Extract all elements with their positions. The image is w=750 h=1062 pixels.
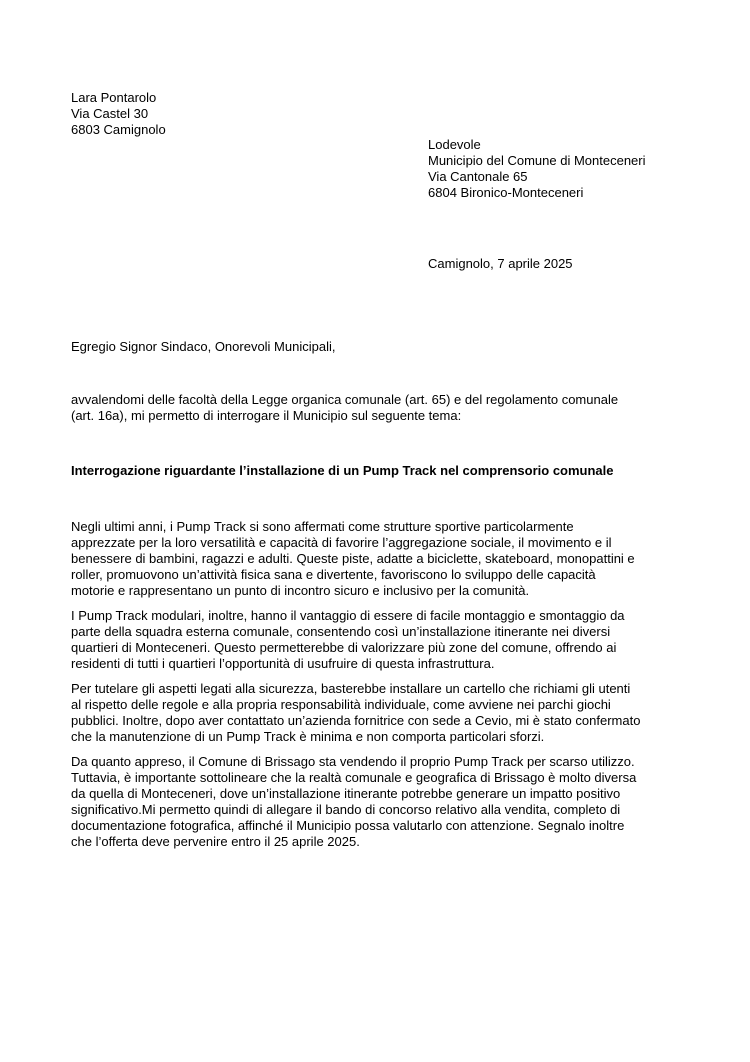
- intro-paragraph: [71, 392, 691, 424]
- recipient-address: [428, 137, 646, 201]
- body-line: motorie e rappresentano un punto di incontro sicuro e inclusivo per la comunità.: [71, 583, 530, 598]
- subject-heading: Interrogazione riguardante l’installazione di un Pump Track nel comprensorio comunale: [71, 463, 614, 478]
- body-line: apprezzate per la loro versatilità e capacità di favorire l’aggregazione sociale, il movimento e il: [71, 535, 612, 550]
- body-line: Da quanto appreso, il Comune di Brissago sta vendendo il proprio Pump Track per scarso utilizzo.: [71, 754, 635, 769]
- body-line: benessere di bambini, ragazzi e adulti. Queste piste, adatte a biciclette, skateboard, monopattini e: [71, 551, 635, 566]
- intro-line: (art. 16a), mi permetto di interrogare il Municipio sul seguente tema:: [71, 408, 462, 423]
- body-line: quartieri di Monteceneri. Questo permetterebbe di valorizzare più zone del comune, offrendo ai: [71, 640, 617, 655]
- body-paragraph-2: [71, 608, 691, 672]
- recipient-line-1: Lodevole: [428, 137, 481, 152]
- body-line: Per tutelare gli aspetti legati alla sicurezza, basterebbe installare un cartello che richiami gli utenti: [71, 681, 631, 696]
- body-line: al rispetto delle regole e alla propria responsabilità individuale, come avviene nei parchi giochi: [71, 697, 611, 712]
- body-line: che l’offerta deve pervenire entro il 25 aprile 2025.: [71, 834, 360, 849]
- body-line: significativo.Mi permetto quindi di allegare il bando di concorso relativo alla vendita, completo di: [71, 802, 621, 817]
- sender-street: Via Castel 30: [71, 106, 149, 121]
- intro-line: avvalendomi delle facoltà della Legge organica comunale (art. 65) e del regolamento comunale: [71, 392, 619, 407]
- recipient-line-2: Municipio del Comune di Monteceneri: [428, 153, 646, 168]
- body-line: pubblici. Inoltre, dopo aver contattato un’azienda fornitrice con sede a Cevio, mi è stato confermato: [71, 713, 641, 728]
- letter-body: [71, 519, 691, 859]
- sender-city: 6803 Camignolo: [71, 122, 166, 137]
- body-line: parte della squadra esterna comunale, consentendo così un’installazione itinerante nei diversi: [71, 624, 611, 639]
- body-paragraph-3: [71, 681, 691, 745]
- body-line: roller, promuovono un’attività fisica sana e divertente, favoriscono lo sviluppo delle capacità: [71, 567, 596, 582]
- body-line: I Pump Track modulari, inoltre, hanno il vantaggio di essere di facile montaggio e smontaggio da: [71, 608, 625, 623]
- sender-address: [71, 90, 166, 138]
- body-paragraph-1: [71, 519, 691, 599]
- body-line: residenti di tutti i quartieri l’opportunità di usufruire di questa infrastruttura.: [71, 656, 495, 671]
- body-line: documentazione fotografica, affinché il Municipio possa valutarlo con attenzione. Segnalo inoltre: [71, 818, 625, 833]
- letter-date: Camignolo, 7 aprile 2025: [428, 256, 573, 271]
- body-line: Negli ultimi anni, i Pump Track si sono affermati come strutture sportive particolarmente: [71, 519, 574, 534]
- body-line: da quella di Monteceneri, dove un’installazione itinerante potrebbe generare un impatto positivo: [71, 786, 621, 801]
- body-line: Tuttavia, è importante sottolineare che la realtà comunale e geografica di Brissago è molto diversa: [71, 770, 637, 785]
- greeting: Egregio Signor Sindaco, Onorevoli Municipali,: [71, 339, 336, 354]
- body-paragraph-4: [71, 754, 691, 850]
- recipient-line-3: Via Cantonale 65: [428, 169, 528, 184]
- body-line: che la manutenzione di un Pump Track è minima e non comporta particolari sforzi.: [71, 729, 545, 744]
- sender-name: Lara Pontarolo: [71, 90, 157, 105]
- recipient-line-4: 6804 Bironico-Monteceneri: [428, 185, 584, 200]
